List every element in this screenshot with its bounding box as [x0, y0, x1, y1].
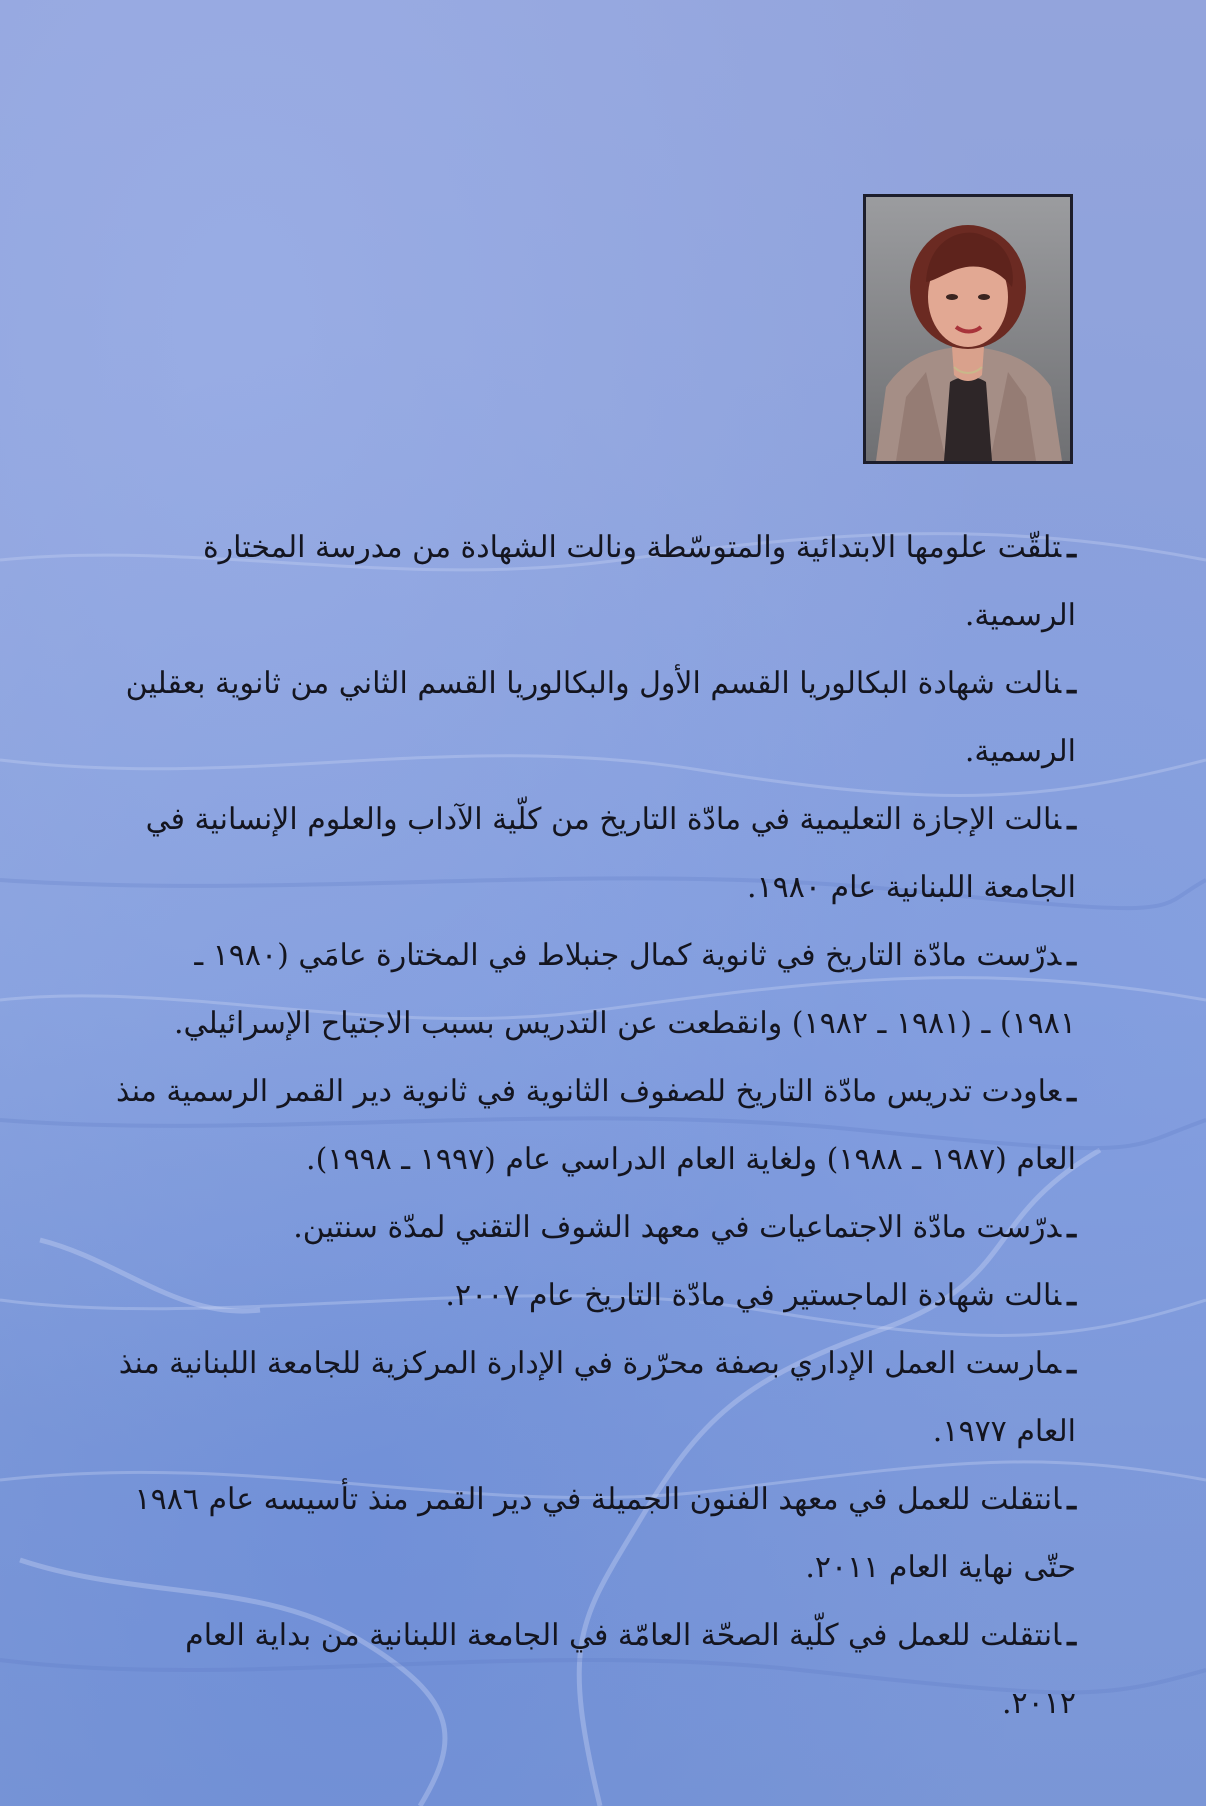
biography-item-text: درّست مادّة التاريخ في ثانوية كمال جنبلاط في المختارة عامَي (١٩٨٠ ـ ١٩٨١) ـ (١٩٨١ ـ ١٩٨٢) وانقطعت عن التدريس بسبب الاجتياح الإسرائيلي. [174, 938, 1076, 1041]
biography-list [116, 514, 1076, 1738]
biography-item [116, 1330, 1076, 1466]
bullet-dash: ـ [1067, 938, 1076, 973]
bullet-dash: ـ [1067, 530, 1076, 565]
bullet-dash: ـ [1067, 802, 1076, 837]
biography-item [116, 514, 1076, 650]
biography-item-text: انتقلت للعمل في كلّية الصحّة العامّة في الجامعة اللبنانية من بداية العام ٢٠١٢. [185, 1618, 1076, 1721]
biography-item [116, 1262, 1076, 1330]
woman-portrait-icon [866, 197, 1070, 461]
author-portrait [863, 194, 1073, 464]
bullet-dash: ـ [1067, 1618, 1076, 1653]
biography-item-text: عاودت تدريس مادّة التاريخ للصفوف الثانوية في ثانوية دير القمر الرسمية منذ العام (١٩٨٧ ـ ١٩٨٨) ولغاية العام الدراسي عام (١٩٩٧ ـ ١٩٩٨). [116, 1074, 1076, 1177]
bullet-dash: ـ [1067, 1278, 1076, 1313]
biography-item-text: مارست العمل الإداري بصفة محرّرة في الإدارة المركزية للجامعة اللبنانية منذ العام ١٩٧٧. [118, 1346, 1076, 1449]
biography-item-text: درّست مادّة الاجتماعيات في معهد الشوف التقني لمدّة سنتين. [293, 1210, 1062, 1245]
biography-item-text: نالت شهادة البكالوريا القسم الأول والبكالوريا القسم الثاني من ثانوية بعقلين الرسمية. [125, 666, 1076, 769]
bullet-dash: ـ [1067, 1074, 1076, 1109]
biography-item [116, 922, 1076, 1058]
biography-item-text: تلقّت علومها الابتدائية والمتوسّطة ونالت الشهادة من مدرسة المختارة الرسمية. [202, 530, 1076, 633]
biography-item [116, 1194, 1076, 1262]
biography-item-text: انتقلت للعمل في معهد الفنون الجميلة في دير القمر منذ تأسيسه عام ١٩٨٦ حتّى نهاية العام ٢٠١١. [134, 1482, 1076, 1585]
biography-item-text: نالت شهادة الماجستير في مادّة التاريخ عام ٢٠٠٧. [445, 1278, 1062, 1313]
bullet-dash: ـ [1067, 1346, 1076, 1381]
biography-item [116, 786, 1076, 922]
biography-item [116, 1058, 1076, 1194]
biography-item [116, 1466, 1076, 1602]
bullet-dash: ـ [1067, 666, 1076, 701]
biography-item-text: نالت الإجازة التعليمية في مادّة التاريخ من كلّية الآداب والعلوم الإنسانية في الجامعة اللبنانية عام ١٩٨٠. [145, 802, 1076, 905]
biography-item [116, 1602, 1076, 1738]
bullet-dash: ـ [1067, 1482, 1076, 1517]
biography-item [116, 650, 1076, 786]
bullet-dash: ـ [1067, 1210, 1076, 1245]
